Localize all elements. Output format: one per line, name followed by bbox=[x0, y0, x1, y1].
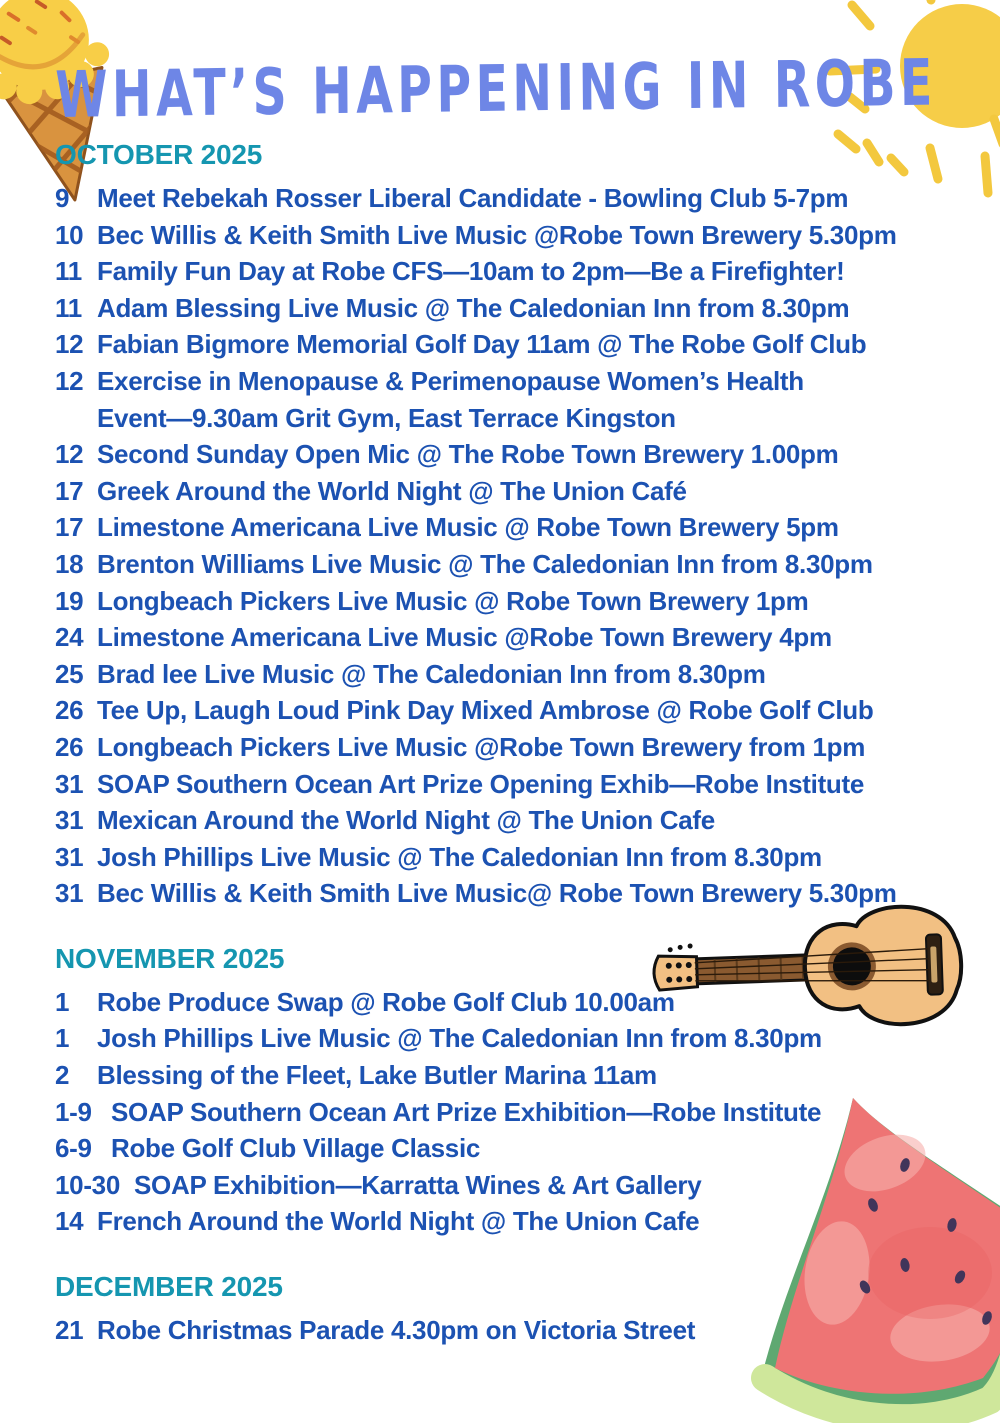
event-text: Fabian Bigmore Memorial Golf Day 11am @ The Robe Golf Club bbox=[97, 329, 867, 360]
event-text: Blessing of the Fleet, Lake Butler Marina 11am bbox=[97, 1060, 657, 1091]
event-list-november bbox=[55, 984, 985, 1240]
event-text: Family Fun Day at Robe CFS—10am to 2pm—Be a Firefighter! bbox=[97, 256, 845, 287]
event-row bbox=[55, 656, 985, 693]
event-date: 25 bbox=[55, 658, 84, 689]
events-sections bbox=[55, 138, 985, 1349]
event-list-october bbox=[55, 180, 985, 912]
event-text: Josh Phillips Live Music @ The Caledonian Inn from 8.30pm bbox=[97, 1023, 822, 1054]
event-text: Exercise in Menopause & Perimenopause Women’s Health bbox=[97, 365, 804, 396]
event-row bbox=[55, 290, 985, 327]
month-heading-november: NOVEMBER 2025 bbox=[55, 942, 285, 974]
event-date: 17 bbox=[55, 512, 84, 543]
event-date: 31 bbox=[55, 878, 84, 909]
event-row bbox=[55, 729, 985, 766]
event-row bbox=[55, 583, 985, 620]
event-date: 21 bbox=[55, 1315, 84, 1346]
event-text: Bec Willis & Keith Smith Live Music@ Robe Town Brewery 5.30pm bbox=[97, 878, 897, 909]
event-text: SOAP Southern Ocean Art Prize Exhibition—Robe Institute bbox=[111, 1096, 822, 1127]
event-date: 10 bbox=[55, 219, 84, 250]
event-row bbox=[55, 180, 985, 217]
event-date: 1 bbox=[55, 986, 70, 1017]
event-row bbox=[55, 363, 985, 400]
event-list-december bbox=[55, 1312, 985, 1349]
event-text: Mexican Around the World Night @ The Union Cafe bbox=[97, 805, 715, 836]
event-row bbox=[55, 326, 985, 363]
event-row bbox=[55, 400, 985, 437]
event-row bbox=[55, 1203, 985, 1240]
event-text: Brenton Williams Live Music @ The Caledonian Inn from 8.30pm bbox=[97, 548, 873, 579]
event-date: 10-30 bbox=[55, 1169, 120, 1200]
event-text: Tee Up, Laugh Loud Pink Day Mixed Ambrose @ Robe Golf Club bbox=[97, 695, 874, 726]
event-row bbox=[55, 253, 985, 290]
event-row bbox=[55, 1057, 985, 1094]
event-date: 19 bbox=[55, 585, 84, 616]
event-text: Robe Produce Swap @ Robe Golf Club 10.00am bbox=[97, 986, 675, 1017]
event-text: Robe Christmas Parade 4.30pm on Victoria Street bbox=[97, 1315, 696, 1346]
event-date: 11 bbox=[55, 292, 82, 323]
event-date: 1-9 bbox=[55, 1096, 92, 1127]
event-text: Event—9.30am Grit Gym, East Terrace Kingston bbox=[97, 402, 676, 433]
event-date: 14 bbox=[55, 1206, 84, 1237]
event-date: 11 bbox=[55, 256, 82, 287]
event-row bbox=[55, 509, 985, 546]
event-date: 31 bbox=[55, 768, 84, 799]
event-date: 26 bbox=[55, 695, 84, 726]
event-text: Limestone Americana Live Music @ Robe Town Brewery 5pm bbox=[97, 512, 839, 543]
event-text: Longbeach Pickers Live Music @Robe Town Brewery from 1pm bbox=[97, 731, 866, 762]
event-text: Longbeach Pickers Live Music @ Robe Town Brewery 1pm bbox=[97, 585, 809, 616]
event-date: 18 bbox=[55, 548, 84, 579]
event-row bbox=[55, 619, 985, 656]
event-date: 2 bbox=[55, 1060, 70, 1091]
event-date: 12 bbox=[55, 365, 84, 396]
event-date: 17 bbox=[55, 475, 84, 506]
event-row bbox=[55, 1130, 985, 1167]
event-date: 24 bbox=[55, 622, 84, 653]
event-row bbox=[55, 984, 985, 1021]
event-row bbox=[55, 802, 985, 839]
event-text: Adam Blessing Live Music @ The Caledonian Inn from 8.30pm bbox=[97, 292, 850, 323]
event-row bbox=[55, 1094, 985, 1131]
event-text: SOAP Exhibition—Karratta Wines & Art Gallery bbox=[134, 1169, 702, 1200]
month-heading-october: OCTOBER 2025 bbox=[55, 139, 263, 170]
event-date: 12 bbox=[55, 439, 84, 470]
event-row bbox=[55, 546, 985, 583]
month-heading-december: DECEMBER 2025 bbox=[55, 1271, 283, 1303]
event-row bbox=[55, 692, 985, 729]
event-date: 31 bbox=[55, 841, 84, 872]
event-text: Meet Rebekah Rosser Liberal Candidate - Bowling Club 5-7pm bbox=[97, 183, 849, 213]
event-date: 12 bbox=[55, 329, 84, 360]
event-text: Josh Phillips Live Music @ The Caledonian Inn from 8.30pm bbox=[97, 841, 822, 872]
event-row bbox=[55, 1312, 985, 1349]
event-row bbox=[55, 766, 985, 803]
event-date: 9 bbox=[55, 183, 70, 213]
event-date: 1 bbox=[55, 1023, 70, 1054]
event-text: Brad lee Live Music @ The Caledonian Inn from 8.30pm bbox=[97, 658, 766, 689]
event-row bbox=[55, 473, 985, 510]
event-text: Robe Golf Club Village Classic bbox=[111, 1133, 481, 1164]
event-date: 6-9 bbox=[55, 1133, 92, 1164]
event-text: French Around the World Night @ The Union Cafe bbox=[97, 1206, 700, 1237]
event-date: 26 bbox=[55, 731, 84, 762]
event-row bbox=[55, 436, 985, 473]
event-date: 31 bbox=[55, 805, 84, 836]
page-title: WHAT’S HAPPENING IN ROBE bbox=[55, 46, 938, 133]
event-text: Second Sunday Open Mic @ The Robe Town Brewery 1.00pm bbox=[97, 439, 839, 470]
event-row bbox=[55, 1020, 985, 1057]
event-text: Bec Willis & Keith Smith Live Music @Robe Town Brewery 5.30pm bbox=[97, 219, 897, 250]
event-text: SOAP Southern Ocean Art Prize Opening Exhib—Robe Institute bbox=[97, 768, 865, 799]
event-text: Greek Around the World Night @ The Union Café bbox=[97, 475, 687, 506]
event-row bbox=[55, 839, 985, 876]
event-row bbox=[55, 1167, 985, 1204]
event-row bbox=[55, 217, 985, 254]
event-row bbox=[55, 875, 985, 912]
event-text: Limestone Americana Live Music @Robe Town Brewery 4pm bbox=[97, 622, 832, 653]
